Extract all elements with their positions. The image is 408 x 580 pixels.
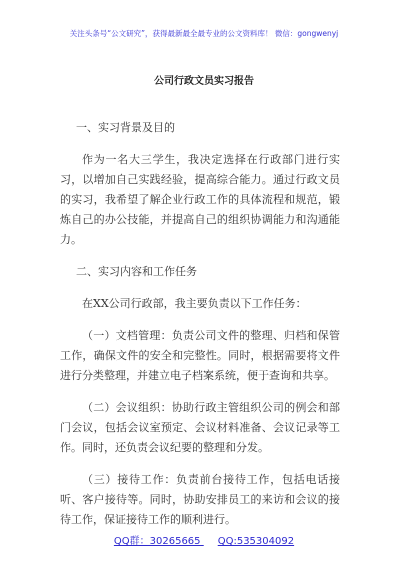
- section-heading: 二、实习内容和工作任务: [76, 265, 197, 278]
- footer-contact: [0, 532, 408, 547]
- qq-group-link[interactable]: QQ群：30265665: [113, 536, 201, 547]
- document-title: 公司行政文员实习报告: [154, 76, 254, 87]
- paragraph: （二）会议组织：协助行政主管组织公司的例会和部门会议，包括会议室预定、会议材料准备、会议记录等工作。同时，还负责会议纪要的整理和分发。: [60, 401, 340, 454]
- qq-link[interactable]: QQ:535304092: [217, 536, 295, 547]
- header-notice: 关注头条号“公文研究”，获得最新最全最专业的公文资料库！ 微信：gongwenyj: [69, 29, 339, 38]
- paragraph: （一）文档管理：负责公司文件的整理、归档和保管工作，确保文件的安全和完整性。同时，根据需要将文件进行分类整理，并建立电子档案系统，便于查询和共享。: [60, 329, 340, 382]
- paragraph: （三）接待工作：负责前台接待工作，包括电话接听、客户接待等。同时，协助安排员工的来访和会议的接待工作，保证接待工作的顺利进行。: [60, 473, 340, 526]
- section-heading: 一、实习背景及目的: [76, 121, 175, 134]
- document-body: [60, 118, 340, 542]
- paragraph: 在XX公司行政部，我主要负责以下工作任务：: [82, 297, 307, 310]
- paragraph: 作为一名大三学生，我决定选择在行政部门进行实习，以增加自己实践经验，提高综合能力。通过行政文员的实习，我希望了解企业行政工作的具体流程和规范，锻炼自己的办公技能，并提高自己的组织协调能力和沟通能力。: [60, 153, 340, 246]
